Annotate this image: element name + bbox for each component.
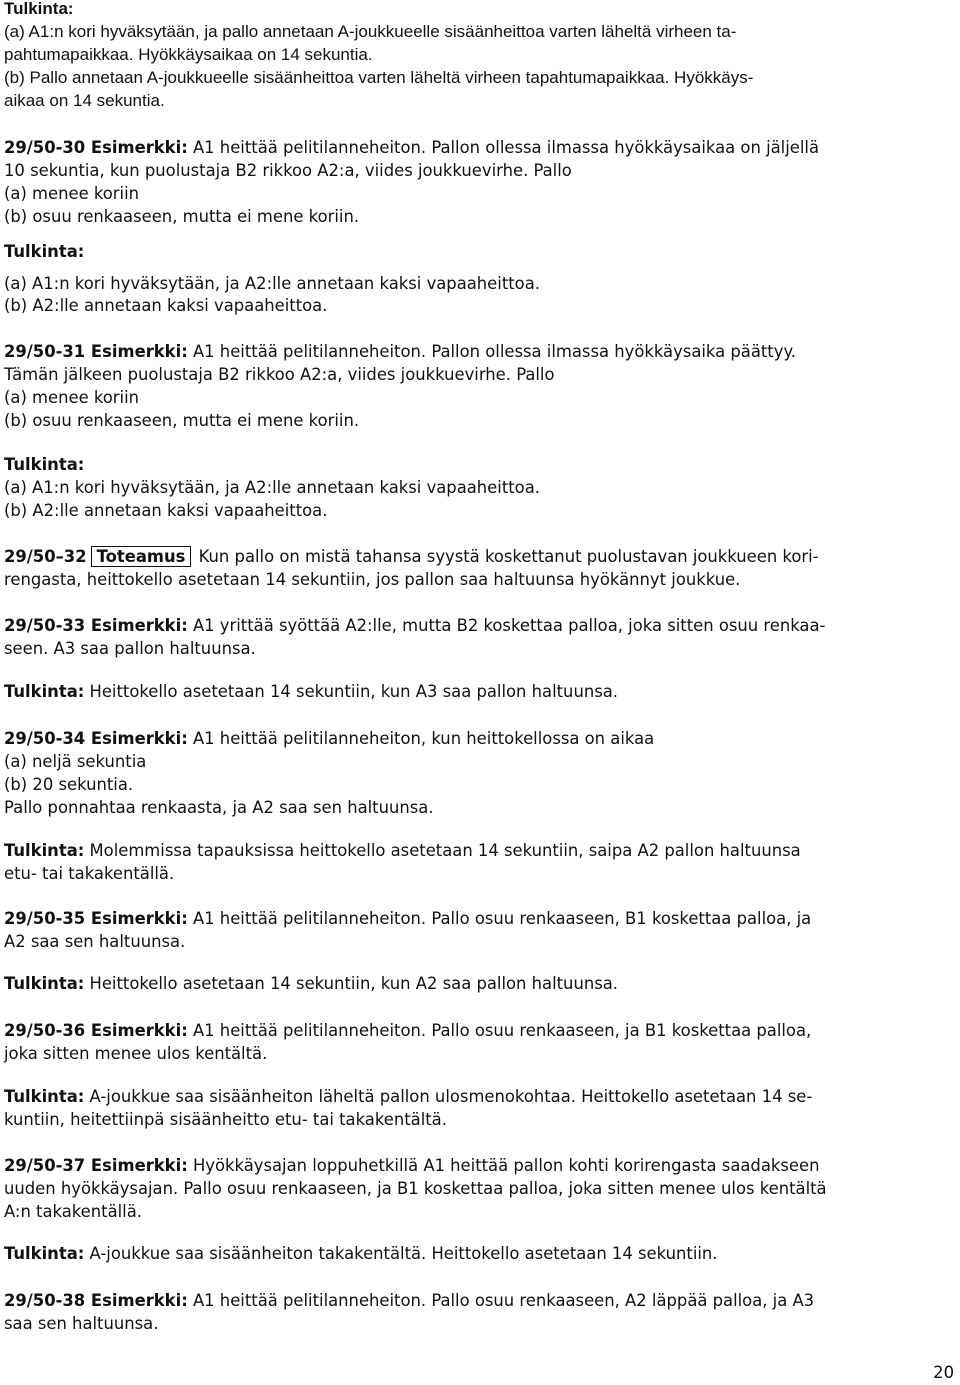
- example-heading-line: 29/50-35 Esimerkki: A1 heittää pelitilanneheiton. Pallo osuu renkaaseen, B1 koskettaa palloa, ja: [4, 909, 812, 928]
- text-line: aikaa on 14 sekuntia.: [4, 91, 165, 110]
- text-line: joka sitten menee ulos kentältä.: [4, 1044, 268, 1063]
- example-label: 29/50-33 Esimerkki:: [4, 616, 188, 635]
- text-line: A:n takakentällä.: [4, 1202, 142, 1221]
- text-line: (a) neljä sekuntia: [4, 752, 147, 771]
- interpretation-line: Tulkinta: Heittokello asetetaan 14 sekuntiin, kun A3 saa pallon haltuunsa.: [4, 682, 619, 701]
- text-line: saa sen haltuunsa.: [4, 1314, 159, 1333]
- interpretation-label: Tulkinta:: [4, 1244, 85, 1263]
- interpretation-line: Tulkinta: Heittokello asetetaan 14 sekuntiin, kun A2 saa pallon haltuunsa.: [4, 974, 619, 993]
- text-line: (a) A1:n kori hyväksytään, ja A2:lle annetaan kaksi vapaaheittoa.: [4, 274, 540, 293]
- text-line: Tämän jälkeen puolustaja B2 rikkoo A2:a, viides joukkuevirhe. Pallo: [4, 365, 555, 384]
- text-line: seen. A3 saa pallon haltuunsa.: [4, 639, 256, 658]
- example-label: 29/50-37 Esimerkki:: [4, 1156, 188, 1175]
- page-number: 20: [933, 1363, 954, 1382]
- example-label: 29/50-30 Esimerkki:: [4, 138, 188, 157]
- interpretation-heading: Tulkinta:: [4, 455, 85, 474]
- text-line: rengasta, heittokello asetetaan 14 sekuntiin, jos pallon saa haltuunsa hyökännyt joukkue.: [4, 570, 741, 589]
- text-line: kuntiin, heitettiinpä sisäänheitto etu- tai takakentältä.: [4, 1110, 447, 1129]
- text-line: (a) menee koriin: [4, 184, 140, 203]
- interpretation-label: Tulkinta:: [4, 1087, 85, 1106]
- text-line: (b) osuu renkaaseen, mutta ei mene koriin.: [4, 207, 360, 226]
- text-line: (a) A1:n kori hyväksytään, ja pallo annetaan A-joukkueelle sisäänheittoa varten läheltä virheen ta-: [4, 22, 737, 41]
- text-line: (b) A2:lle annetaan kaksi vapaaheittoa.: [4, 296, 328, 315]
- example-label: 29/50-34 Esimerkki:: [4, 729, 188, 748]
- text-line: 10 sekuntia, kun puolustaja B2 rikkoo A2:a, viides joukkuevirhe. Pallo: [4, 161, 572, 180]
- example-label: 29/50-35 Esimerkki:: [4, 909, 188, 928]
- example-heading-line: 29/50-30 Esimerkki: A1 heittää pelitilanneheiton. Pallon ollessa ilmassa hyökkäysaikaa on jäljellä: [4, 138, 820, 157]
- statement-heading-line: 29/50–32 Toteamus Kun pallo on mistä tahansa syystä koskettanut puolustavan joukkueen kori-: [4, 547, 819, 566]
- interpretation-line: Tulkinta: A-joukkue saa sisäänheiton läheltä pallon ulosmenokohtaa. Heittokello asetetaan 14 se-: [4, 1087, 813, 1106]
- example-label: 29/50-31 Esimerkki:: [4, 342, 188, 361]
- example-heading-line: 29/50-34 Esimerkki: A1 heittää pelitilanneheiton, kun heittokellossa on aikaa: [4, 729, 655, 748]
- text-line: etu- tai takakentällä.: [4, 864, 175, 883]
- example-label: 29/50-38 Esimerkki:: [4, 1291, 188, 1310]
- interpretation-label: Tulkinta:: [4, 841, 85, 860]
- interpretation-label: Tulkinta:: [4, 682, 85, 701]
- text-line: (a) menee koriin: [4, 388, 140, 407]
- statement-label: 29/50–32: [4, 547, 87, 566]
- text-line: (b) Pallo annetaan A-joukkueelle sisäänheittoa varten läheltä virheen tapahtumapaikkaa. Hyökkäys-: [4, 68, 754, 87]
- interpretation-heading: Tulkinta:: [4, 0, 74, 18]
- example-heading-line: 29/50-38 Esimerkki: A1 heittää pelitilanneheiton. Pallo osuu renkaaseen, A2 läppää palloa, ja A3: [4, 1291, 815, 1310]
- example-heading-line: 29/50-33 Esimerkki: A1 yrittää syöttää A2:lle, mutta B2 koskettaa palloa, joka sitten osuu renkaa-: [4, 616, 826, 635]
- text-line: (a) A1:n kori hyväksytään, ja A2:lle annetaan kaksi vapaaheittoa.: [4, 478, 540, 497]
- text-line: (b) osuu renkaaseen, mutta ei mene koriin.: [4, 411, 360, 430]
- example-heading-line: 29/50-37 Esimerkki: Hyökkäysajan loppuhetkillä A1 heittää pallon kohti korirengasta saadakseen: [4, 1156, 820, 1175]
- interpretation-heading: Tulkinta:: [4, 242, 85, 261]
- example-heading-line: 29/50-36 Esimerkki: A1 heittää pelitilanneheiton. Pallo osuu renkaaseen, ja B1 koskettaa palloa,: [4, 1021, 812, 1040]
- interpretation-line: Tulkinta: Molemmissa tapauksissa heittokello asetetaan 14 sekuntiin, saipa A2 pallon haltuunsa: [4, 841, 801, 860]
- statement-badge: Toteamus: [91, 546, 192, 567]
- interpretation-label: Tulkinta:: [4, 974, 85, 993]
- example-heading-line: 29/50-31 Esimerkki: A1 heittää pelitilanneheiton. Pallon ollessa ilmassa hyökkäysaika päättyy.: [4, 342, 797, 361]
- example-label: 29/50-36 Esimerkki:: [4, 1021, 188, 1040]
- text-line: A2 saa sen haltuunsa.: [4, 932, 186, 951]
- interpretation-line: Tulkinta: A-joukkue saa sisäänheiton takakentältä. Heittokello asetetaan 14 sekuntiin.: [4, 1244, 718, 1263]
- text-line: (b) 20 sekuntia.: [4, 775, 134, 794]
- text-line: (b) A2:lle annetaan kaksi vapaaheittoa.: [4, 501, 328, 520]
- text-line: Pallo ponnahtaa renkaasta, ja A2 saa sen haltuunsa.: [4, 798, 434, 817]
- text-line: uuden hyökkäysajan. Pallo osuu renkaaseen, ja B1 koskettaa palloa, joka sitten menee ulos kentältä: [4, 1179, 827, 1198]
- text-line: pahtumapaikkaa. Hyökkäysaikaa on 14 sekuntia.: [4, 45, 373, 64]
